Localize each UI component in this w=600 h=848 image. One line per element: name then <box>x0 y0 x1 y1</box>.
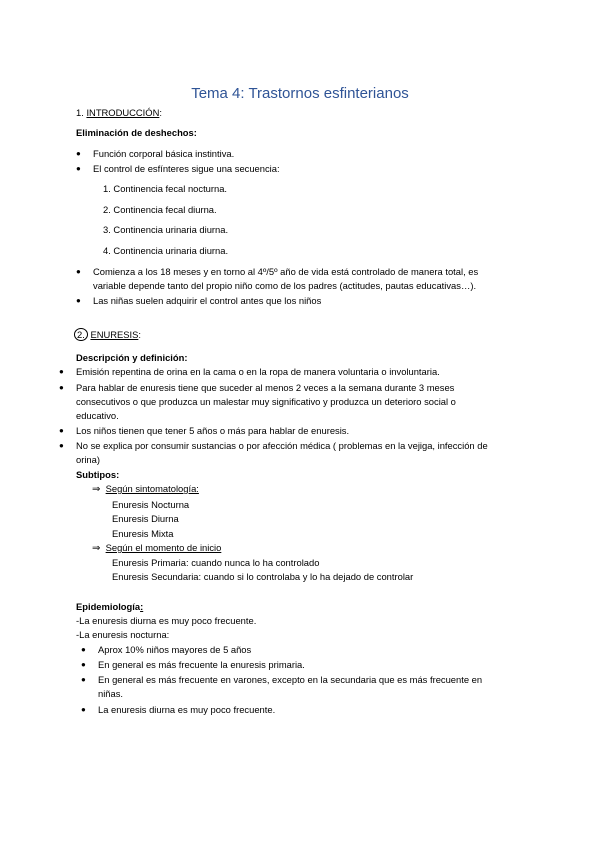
epidemiology-line-1: -La enuresis diurna es muy poco frecuente. <box>76 615 257 626</box>
section-1-subheading: Eliminación de deshechos: <box>76 127 197 138</box>
moment-item-secundaria: Enuresis Secundaria: cuando si lo controlaba y lo ha dejado de controlar <box>112 571 414 582</box>
description-item-2-line-1: Para hablar de enuresis tiene que suceder al menos 2 veces a la semana durante 3 meses <box>76 382 455 393</box>
document-title: Tema 4: Trastornos esfinterianos <box>191 85 409 102</box>
subtype-momento-heading <box>92 541 221 555</box>
description-heading: Descripción y definición: <box>76 352 188 363</box>
bullet-icon: ● <box>76 149 81 158</box>
intro-bullet-3-line-2: variable depende tanto del propio niño como de los padres (actitudes, pautas educativas…). <box>93 280 477 291</box>
intro-bullet-4: Las niñas suelen adquirir el control antes que los niños <box>93 295 322 306</box>
bullet-icon: ● <box>81 675 86 684</box>
section-1-colon: : <box>159 107 162 118</box>
intro-bullet-3-line-1: Comienza a los 18 meses y en torno al 4º/5º año de vida está controlado de manera total, es <box>93 266 479 277</box>
epidemiology-bullet-3-line-1: En general es más frecuente en varones, excepto en la secundaria que es más frecuente en <box>98 674 483 685</box>
double-arrow-icon: ⇒ <box>92 484 101 495</box>
subtype-sintomatologia-label: Según sintomatología: <box>105 483 199 494</box>
subtype-sintomatologia-heading <box>92 482 199 496</box>
epidemiology-line-2: -La enuresis nocturna: <box>76 629 170 640</box>
section-2-colon: : <box>138 329 141 340</box>
section-1-number: 1. <box>76 107 84 118</box>
bullet-icon: ● <box>76 164 81 173</box>
epidemiology-bullet-1: Aprox 10% niños mayores de 5 años <box>98 644 252 655</box>
sint-item-mixta: Enuresis Mixta <box>112 528 174 539</box>
section-1-title: INTRODUCCIÓN <box>86 107 160 118</box>
bullet-icon: ● <box>76 296 81 305</box>
epidemiology-label: Epidemiología <box>76 601 141 612</box>
section-2-title: ENURESIS <box>90 329 139 340</box>
section-1-heading <box>76 106 162 119</box>
sint-item-diurna: Enuresis Diurna <box>112 513 179 524</box>
bullet-icon: ● <box>59 383 64 392</box>
bullet-icon: ● <box>76 267 81 276</box>
bullet-icon: ● <box>59 441 64 450</box>
moment-item-primaria: Enuresis Primaria: cuando nunca lo ha controlado <box>112 557 320 568</box>
sequence-item-2: 2. Continencia fecal diurna. <box>103 204 217 215</box>
sequence-item-1: 1. Continencia fecal nocturna. <box>103 183 228 194</box>
sequence-item-3: 3. Continencia urinaria diurna. <box>103 224 229 235</box>
description-item-2-line-3: educativo. <box>76 410 119 421</box>
bullet-icon: ● <box>81 660 86 669</box>
section-2-heading <box>74 328 141 341</box>
bullet-icon: ● <box>59 426 64 435</box>
intro-bullet-1: Función corporal básica instintiva. <box>93 148 235 159</box>
epidemiology-bullet-2: En general es más frecuente la enuresis primaria. <box>98 659 305 670</box>
description-item-1: Emisión repentina de orina en la cama o en la ropa de manera voluntaria o involuntaria. <box>76 366 440 377</box>
section-2-number: 2. <box>74 328 88 341</box>
subtype-momento-label: Según el momento de inicio <box>105 542 222 553</box>
subtypes-heading: Subtipos: <box>76 469 120 480</box>
epidemiology-bullet-4: La enuresis diurna es muy poco frecuente. <box>98 704 276 715</box>
double-arrow-icon: ⇒ <box>92 543 101 554</box>
intro-bullet-2: El control de esfínteres sigue una secuencia: <box>93 163 280 174</box>
epidemiology-bullet-3-line-2: niñas. <box>98 688 124 699</box>
description-item-4-line-1: No se explica por consumir sustancias o por afección médica ( problemas en la vejiga, infección de <box>76 440 488 451</box>
description-item-3: Los niños tienen que tener 5 años o más para hablar de enuresis. <box>76 425 350 436</box>
bullet-icon: ● <box>81 705 86 714</box>
description-item-2-line-2: consecutivos o que produzca un malestar muy significativo y produzca un deterioro social o <box>76 396 456 407</box>
epidemiology-colon: : <box>140 601 144 612</box>
description-item-4-line-2: orina) <box>76 454 100 465</box>
epidemiology-heading <box>76 600 143 613</box>
bullet-icon: ● <box>81 645 86 654</box>
bullet-icon: ● <box>59 367 64 376</box>
sint-item-nocturna: Enuresis Nocturna <box>112 499 190 510</box>
sequence-item-4: 4. Continencia urinaria diurna. <box>103 245 229 256</box>
